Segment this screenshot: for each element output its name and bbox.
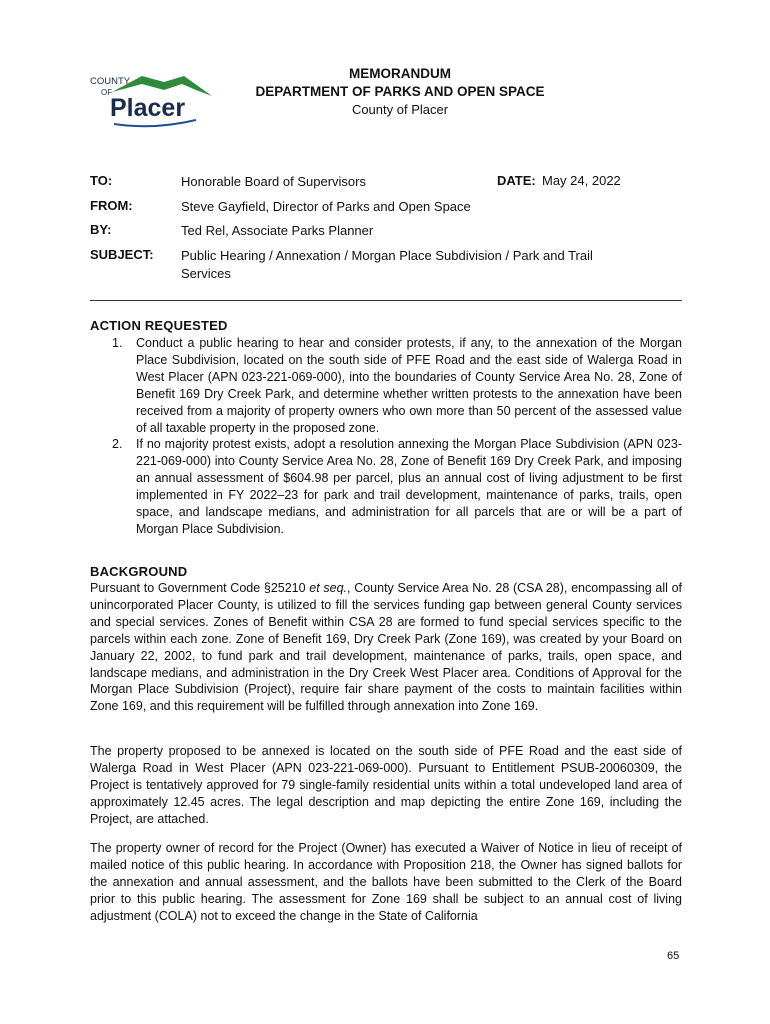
subject-value: Public Hearing / Annexation / Morgan Place Subdivision / Park and Trail Services	[181, 248, 593, 281]
background-paragraph-2: The property proposed to be annexed is located on the south side of PFE Road and the east side of Walerga Road in West Placer (APN 023-221-069-000). Pursuant to Entitlement PSUB-20060309, the Project is tentatively approved for 79 single-family residential units within a total undeveloped land area of approximately 12.45 acres. The legal description and map depicting the entire Zone 169, including the Project, are attached.	[90, 744, 682, 826]
subject-label: SUBJECT:	[90, 247, 154, 262]
background-paragraph-3: The property owner of record for the Project (Owner) has executed a Waiver of Notice in lieu of receipt of mailed notice of this public hearing. In accordance with Proposition 218, the Owner has signed ballots for the annexation and annual assessment, and the ballots have been submitted to the Clerk of the Board prior to this public hearing. The assessment for Zone 169 shall be subject to an annual cost of living adjustment (COLA) not to exceed the change in the State of California	[90, 841, 682, 923]
page-number: 65	[667, 950, 680, 962]
placer-logo-graphic	[84, 70, 214, 128]
p1-start: Pursuant to Government Code §25210	[90, 581, 310, 595]
logo-county-text: COUNTY	[90, 76, 131, 87]
memo-title: MEMORANDUM	[349, 66, 451, 81]
county-of-placer-logo	[84, 70, 214, 128]
action-list	[112, 335, 682, 538]
date-label: DATE:	[497, 173, 536, 188]
logo-placer-text: Placer	[110, 94, 186, 122]
background-heading: BACKGROUND	[90, 564, 188, 579]
background-paragraph-1	[90, 580, 682, 715]
action-item-number: 2.	[112, 437, 123, 452]
department-name: DEPARTMENT OF PARKS AND OPEN SPACE	[255, 84, 545, 99]
p1-italic: et seq.	[309, 581, 348, 595]
to-value: Honorable Board of Supervisors	[181, 174, 366, 189]
county-name: County of Placer	[351, 102, 449, 117]
by-value: Ted Rel, Associate Parks Planner	[181, 223, 374, 238]
from-label: FROM:	[90, 198, 133, 213]
p1-rest: , County Service Area No. 28 (CSA 28), encompassing all of unincorporated Placer County, is utilized to fill the services funding gap between general County services and special services. Zones of Benefit within CSA 28 are formed to fund special services specific to the parcels within each zone. Zone of Benefit 169, Dry Creek Park (Zone 169), was created by your Board on January 22, 2002, to fund park and trail development, maintenance of parks, trails, open space, and landscape medians, and administration in the Dry Creek West Placer area. Conditions of Approval for the Morgan Place Subdivision (Project), require fair share payment of the costs to maintain facilities within Zone 169, and this requirement will be fulfilled through annexation into Zone 169.	[90, 581, 682, 714]
action-item-text: Conduct a public hearing to hear and consider protests, if any, to the annexation of the Morgan Place Subdivision, located on the south side of PFE Road and the east side of Walerga Road in West Placer (APN 023-221-069-000), into the boundaries of County Service Area No. 28, Zone of Benefit 169 Dry Creek Park, and determine whether written protests to the annexation have been received from a majority of property owners who own more than 50 percent of the assessed value of all taxable property in the proposed zone.	[136, 336, 682, 435]
to-label: TO:	[90, 173, 113, 188]
action-requested-heading: ACTION REQUESTED	[90, 318, 228, 333]
action-item-number: 1.	[112, 336, 123, 350]
date-value: May 24, 2022	[542, 173, 621, 188]
action-item-text: If no majority protest exists, adopt a resolution annexing the Morgan Place Subdivision (APN 023-221-069-000) into County Service Area No. 28, Zone of Benefit 169 Dry Creek Park, and imposing an annual assessment of $604.98 per parcel, plus an annual cost of living adjustment to be first implemented in FY 2022–23 for park and trail development, maintenance of parks, trails, open space, and landscape medians, and administration for all parcels that are or will be a part of Morgan Place Subdivision.	[136, 437, 682, 536]
from-value: Steve Gayfield, Director of Parks and Open Space	[181, 199, 471, 214]
logo-of-text: OF	[101, 88, 113, 97]
header-divider	[90, 300, 682, 301]
action-item	[112, 335, 682, 436]
by-label: BY:	[90, 222, 112, 237]
action-item	[112, 436, 682, 537]
